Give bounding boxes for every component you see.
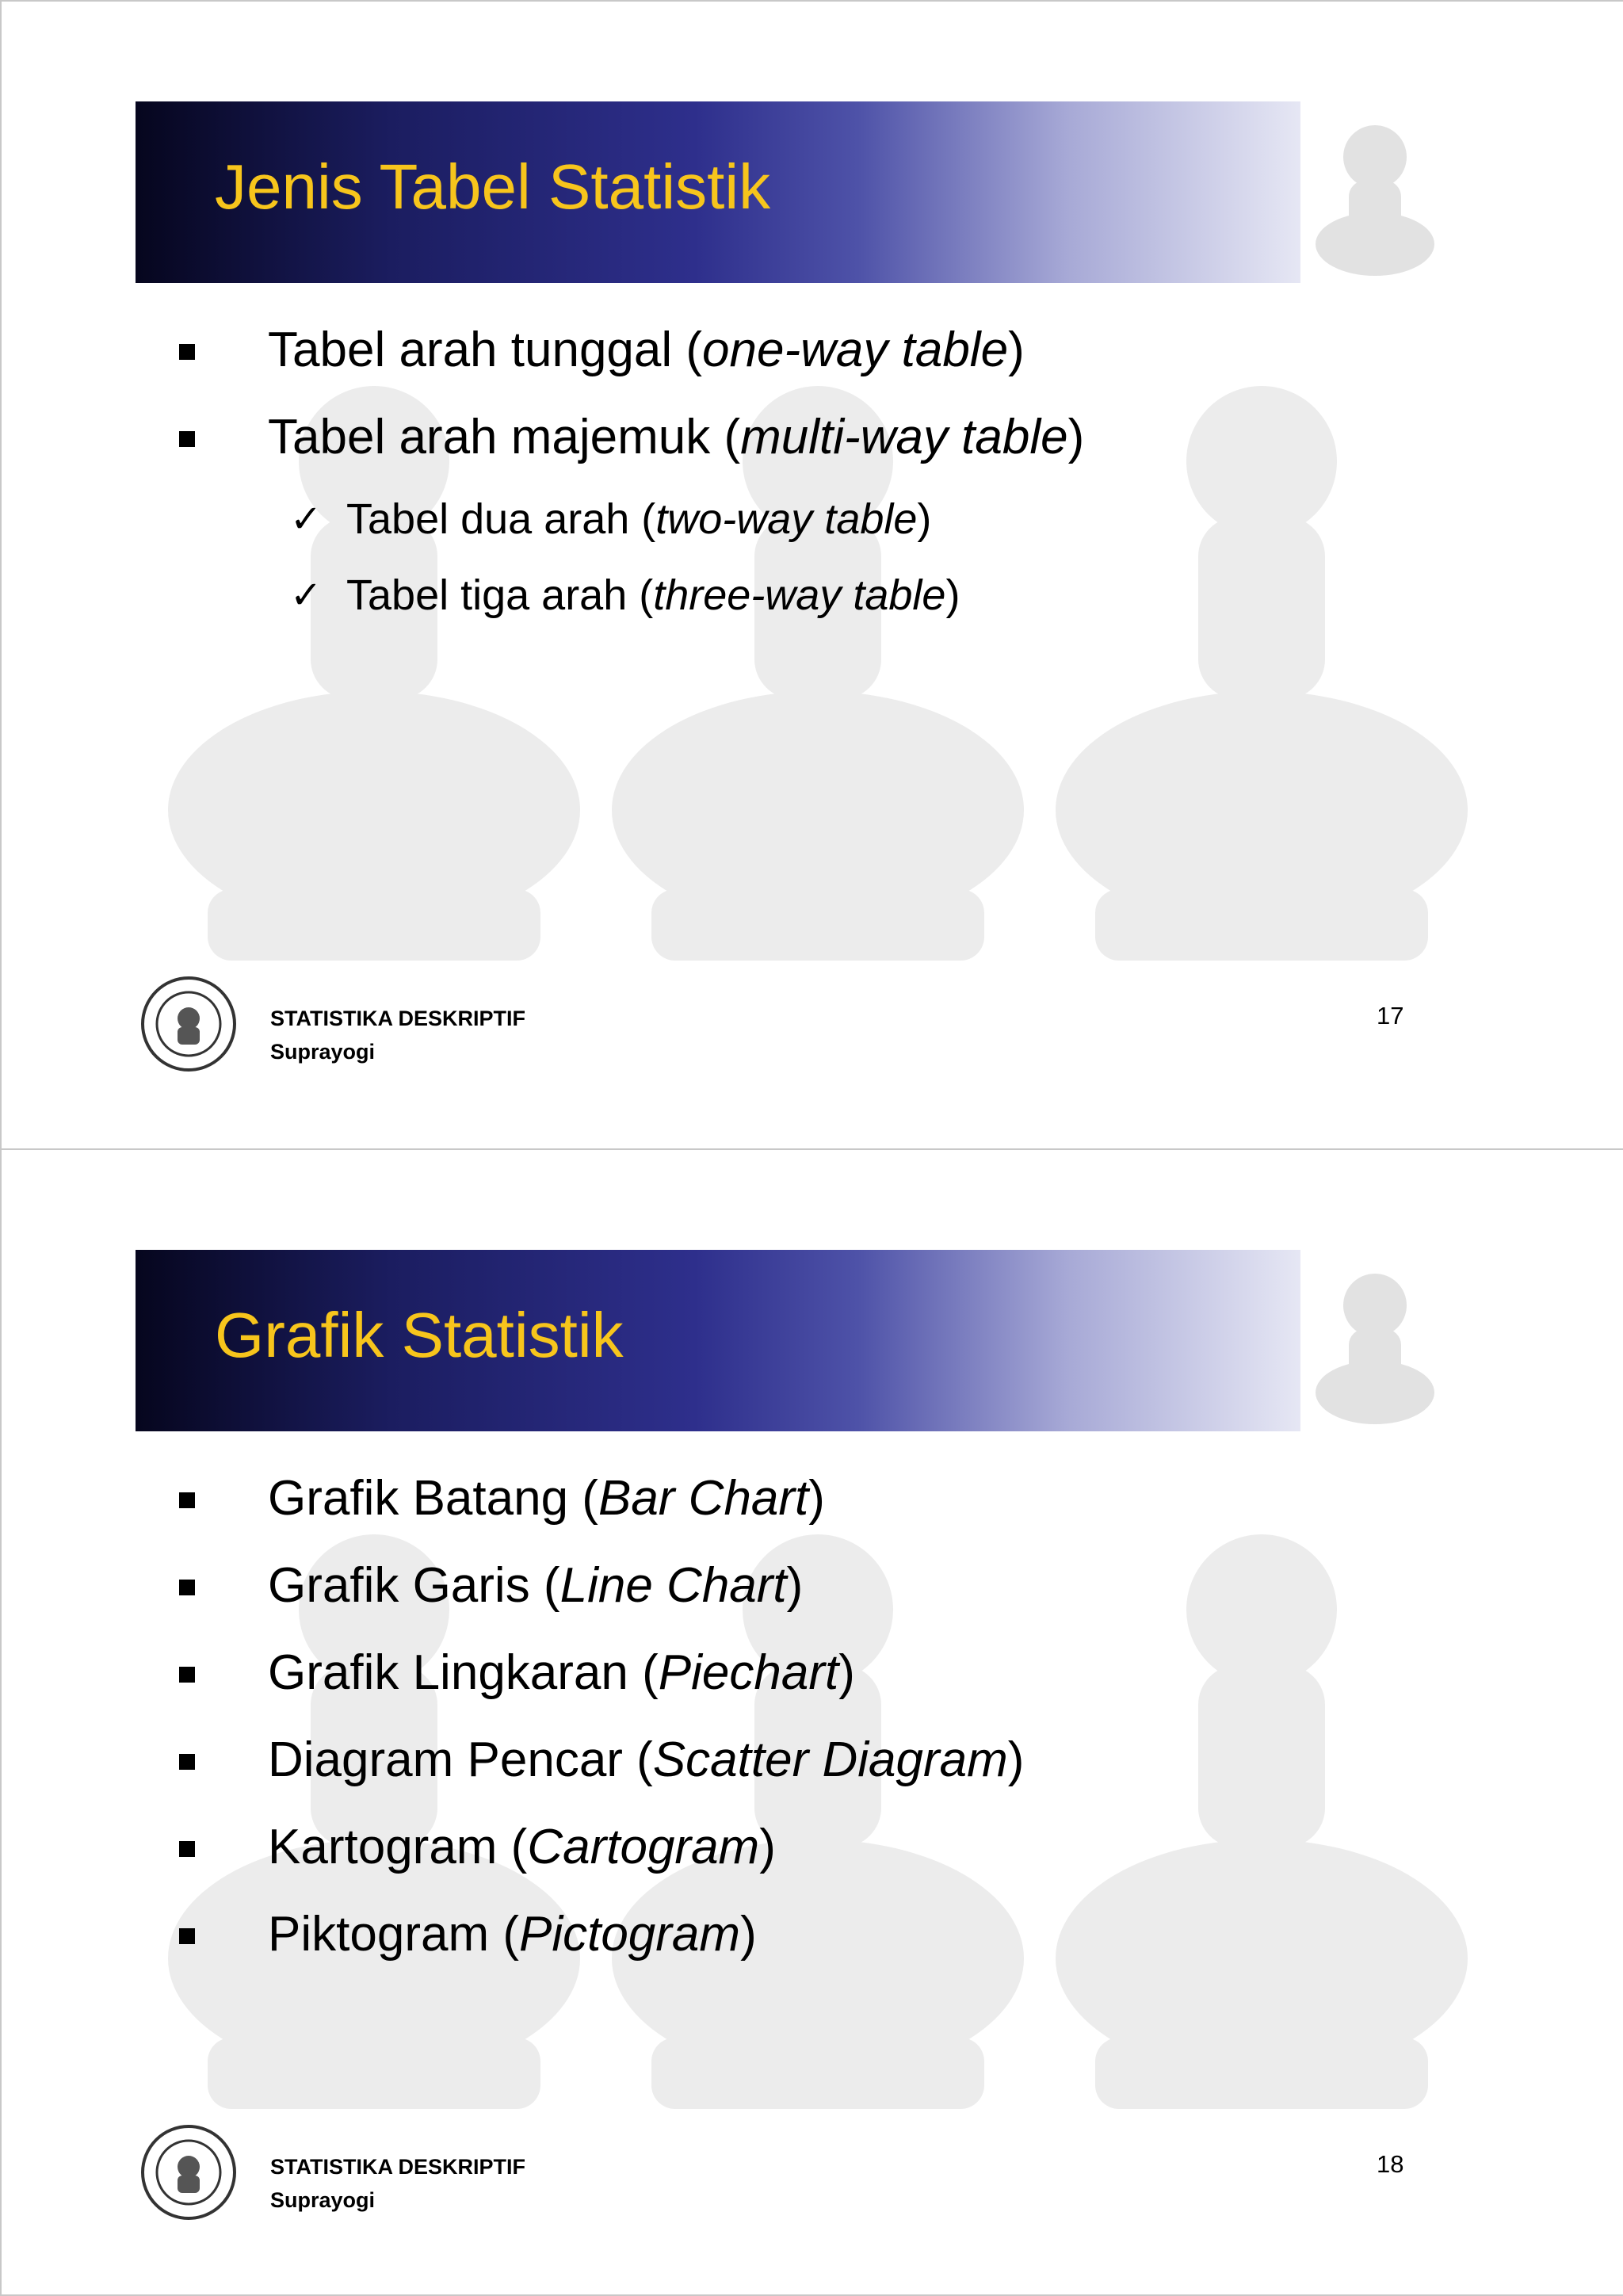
footer [270,1002,525,1068]
square-bullet-icon [179,431,195,447]
title-bar [136,101,1300,283]
list-item: Grafik Batang (Bar Chart) [217,1459,1024,1546]
square-bullet-icon [179,1667,195,1683]
footer-course: STATISTIKA DESKRIPTIF [270,2155,525,2179]
checkmark-icon: ✓ [290,497,323,541]
list-item: Tabel arah tunggal (one-way table) [217,311,1084,398]
list-item: Grafik Garis (Line Chart) [217,1546,1024,1633]
square-bullet-icon [179,1841,195,1857]
footer-course: STATISTIKA DESKRIPTIF [270,1007,525,1030]
slide-title: Grafik Statistik [215,1300,624,1370]
itb-corner-logo-icon [1305,1250,1444,1431]
square-bullet-icon [179,344,195,360]
slide-18 [0,1148,1623,2296]
sub-list-item: ✓ Tabel dua arah (two-way table) [217,485,1084,561]
square-bullet-icon [179,1492,195,1508]
page-number: 17 [1377,1002,1404,1030]
footer [270,2150,525,2217]
footer-author: Suprayogi [270,1040,376,1064]
bullet-list [217,1459,1024,1982]
list-item: Diagram Pencar (Scatter Diagram) [217,1721,1024,1808]
sub-list-item: ✓ Tabel tiga arah (three-way table) [217,561,1084,637]
list-item: Grafik Lingkaran (Piechart) [217,1633,1024,1721]
checkmark-icon: ✓ [290,573,323,617]
list-item: Piktogram (Pictogram) [217,1895,1024,1982]
itb-seal-icon [139,975,238,1073]
list-item: Tabel arah majemuk (multi-way table) [217,398,1084,485]
square-bullet-icon [179,1928,195,1944]
itb-seal-icon [139,2123,238,2222]
footer-author: Suprayogi [270,2188,376,2212]
square-bullet-icon [179,1580,195,1595]
bullet-list [217,311,1084,637]
itb-corner-logo-icon [1305,101,1444,283]
page-number: 18 [1377,2150,1404,2178]
square-bullet-icon [179,1754,195,1770]
list-item: Kartogram (Cartogram) [217,1808,1024,1895]
slide-title: Jenis Tabel Statistik [215,151,771,222]
title-bar [136,1250,1300,1431]
